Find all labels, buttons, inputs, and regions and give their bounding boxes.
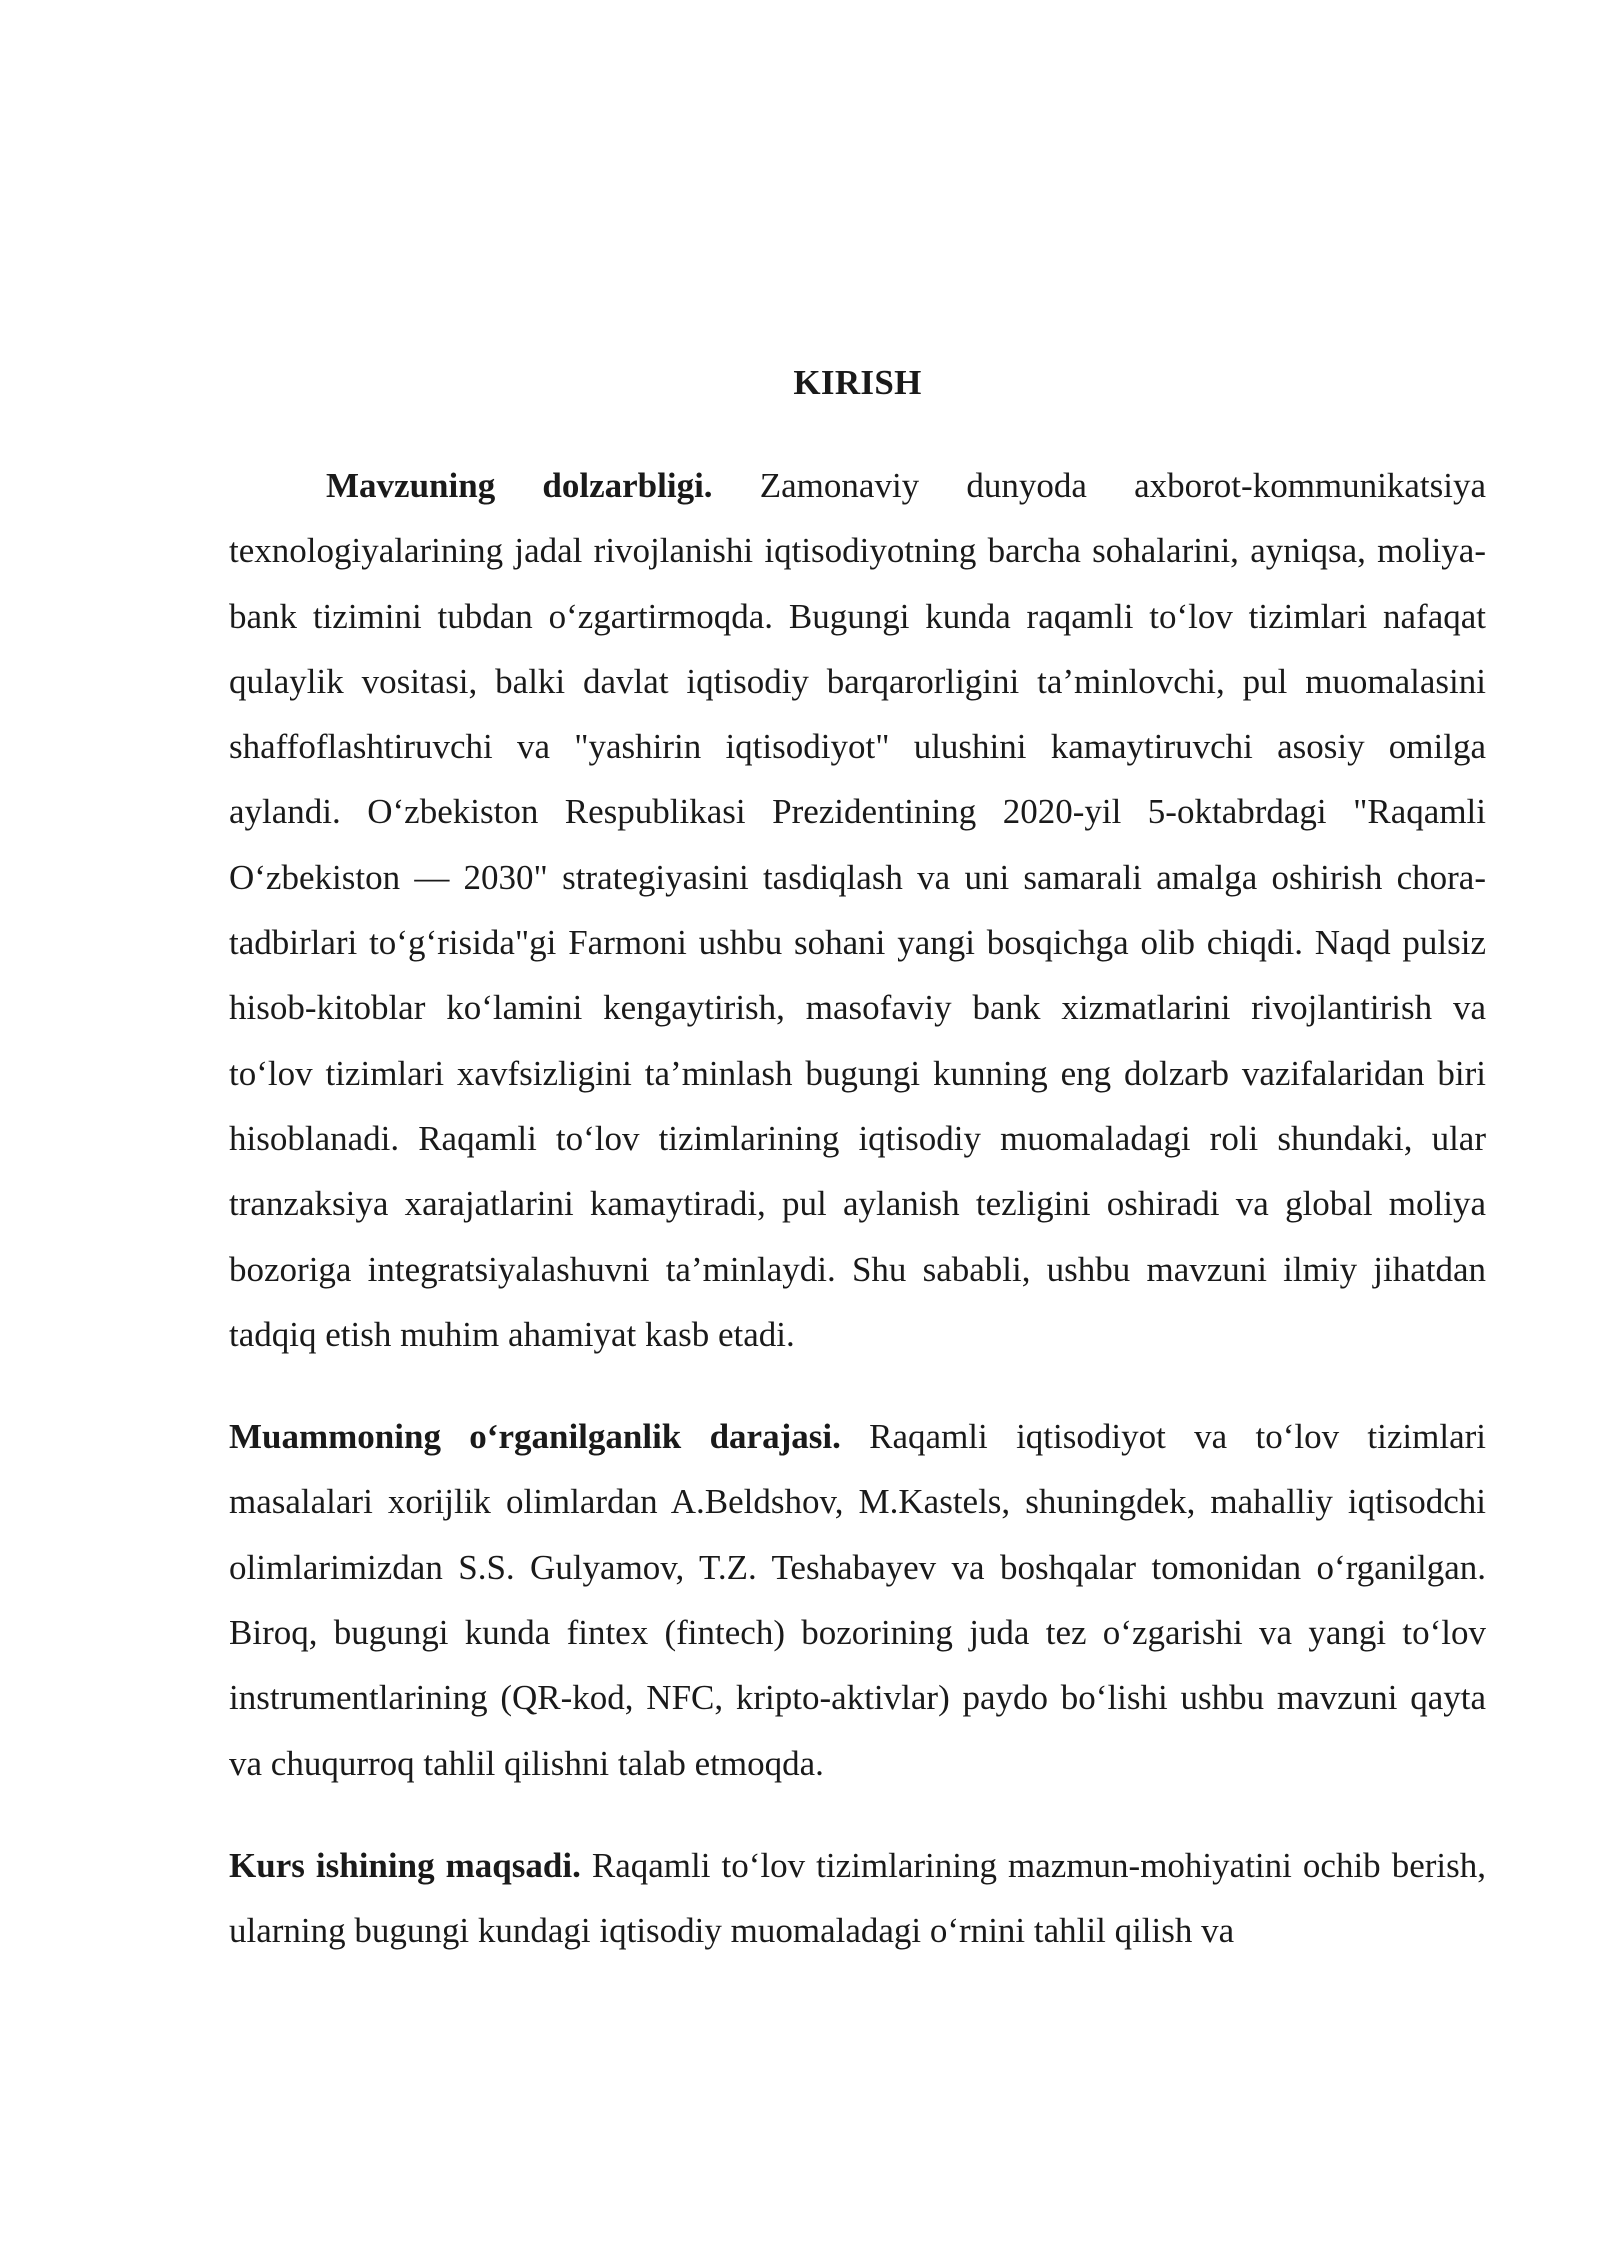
section-heading-goal: Kurs ishining maqsadi. [229,1845,581,1885]
section-study-level [229,1404,1486,1796]
section-text-goal: Raqamli to‘lov tizimlarining mazmun-mohiyatini ochib berish, ularning bugungi kundagi iqtisodiy muomaladagi o‘rnini tahlil qilish va [229,1845,1487,1951]
section-goal [229,1833,1486,1964]
section-heading-study-level: Muammoning o‘rganilganlik darajasi. [229,1417,841,1457]
document-body [229,350,1486,1964]
section-relevance [229,453,1486,1367]
section-text-relevance: Zamonaviy dunyoda axborot-kommunikatsiya texnologiyalarining jadal rivojlanishi iqtisodiyotning barcha sohalarini, ayniqsa, moliya-bank tizimini tubdan o‘zgartirmoqda. Bugungi kunda raqamli to‘lov tizimlari nafaqat qulaylik vositasi, balki davlat iqtisodiy barqarorligini ta’minlovchi, pul muomalasini shaffoflashtiruvchi va "yashirin iqtisodiyot" ulushini kamaytiruvchi asosiy omilga aylandi. O‘zbekiston Respublikasi Prezidentining 2020-yil 5-oktabrdagi "Raqamli O‘zbekiston — 2030" strategiyasini tasdiqlash va uni samarali amalga oshirish chora-tadbirlari to‘g‘risida"gi Farmoni ushbu sohani yangi bosqichga olib chiqdi. Naqd pulsiz hisob-kitoblar ko‘lamini kengaytirish, masofaviy bank xizmatlarini rivojlantirish va to‘lov tizimlari xavfsizligini ta’minlash bugungi kunning eng dolzarb vazifalaridan biri hisoblanadi. Raqamli to‘lov tizimlarining iqtisodiy muomaladagi roli shundaki, ular tranzaksiya xarajatlarini kamaytiradi, pul aylanish tezligini oshiradi va global moliya bozoriga integratsiyalashuvni ta’minlaydi. Shu sababli, ushbu mavzuni ilmiy jihatdan tadqiq etish muhim ahamiyat kasb etadi. [229,466,1486,1354]
section-heading-relevance: Mavzuning dolzarbligi. [326,466,713,505]
section-text-study-level: Raqamli iqtisodiyot va to‘lov tizimlari masalalari xorijlik olimlardan A.Beldshov, M.Kastels, shuningdek, mahalliy iqtisodchi olimlarimizdan S.S. Gulyamov, T.Z. Teshabayev va boshqalar tomonidan o‘rganilgan. Biroq, bugungi kunda fintex (fintech) bozorining juda tez o‘zgarishi va yangi to‘lov instrumentlarining (QR-kod, NFC, kripto-aktivlar) paydo bo‘lishi ushbu mavzuni qayta va chuqurroq tahlil qilishni talab etmoqda. [229,1417,1486,1783]
page-title: KIRISH [793,363,922,402]
